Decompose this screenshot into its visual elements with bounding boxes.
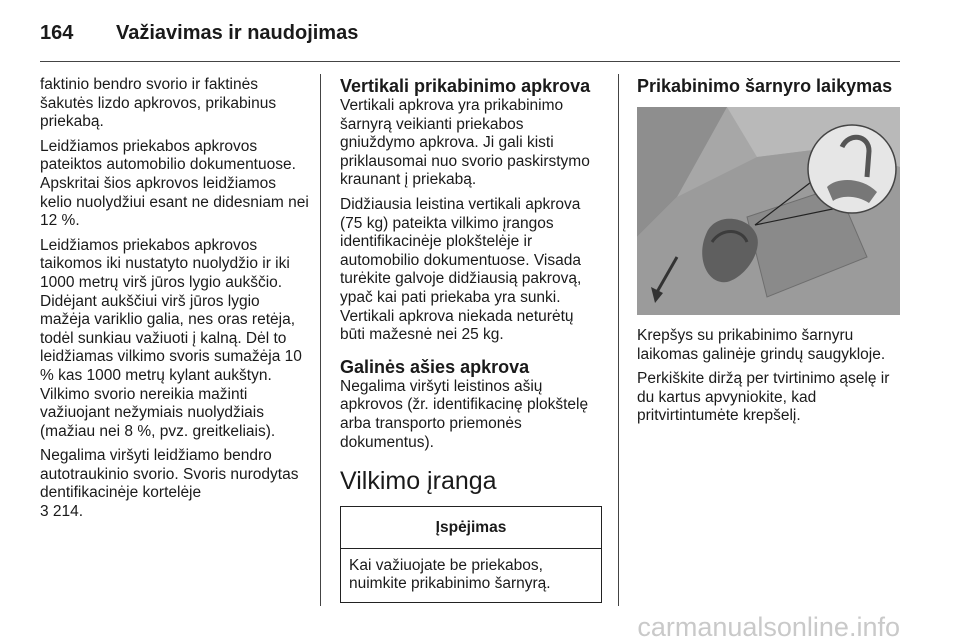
page-header: [40, 22, 358, 45]
warning-text: Kai važiuojate be priekabos, nuimkite prikabinimo šarnyrą.: [349, 556, 551, 593]
section-title: Vilkimo įranga: [340, 467, 497, 496]
paragraph: Vertikali apkrova yra prikabinimo šarnyrą veikianti priekabos gniuždymo apkrova. Ji gali kisti priklausomai nuo svorio paskirstymo kraunant į priekabą.: [340, 97, 590, 189]
column-1: [40, 76, 310, 528]
page-reference-link[interactable]: 3 214.: [40, 503, 84, 521]
paragraph: Negalima viršyti leistinos ašių apkrovos (žr. identifikacinę plokštelę arba transporto priemonės dokumentus).: [340, 377, 589, 451]
chapter-title: Važiavimas ir naudojimas: [116, 22, 359, 44]
heading-rear-axle-load: Galinės ašies apkrova: [340, 356, 530, 377]
paragraph: Perkiškite diržą per tvirtinimo ąselę ir du kartus apvyniokite, kad pritvirtintumėte krepšelį.: [637, 370, 890, 425]
column-3: [637, 76, 902, 432]
warning-box: [340, 506, 602, 603]
paragraph: Leidžiamos priekabos apkrovos taikomos iki nustatyto nuolydžio ir iki 1000 metrų virš jūros lygio aukščio. Didėjant aukščiui virš jūros lygio mažėja variklio galia, nes oras retėja, todėl sunkiau važiuoti į kalną. Dėl to leidžiamas vilkimo svoris sumažėja 10 % kas 1000 metrų kylant aukštyn. Vilkimo svorio nereikia mažinti važiuojant nežymiais nuolydžiais (mažiau nei 8 %, pvz. greitkeliais).: [40, 236, 302, 440]
watermark: carmanualsonline.info: [637, 612, 900, 642]
warning-title: Įspėjimas: [341, 507, 601, 549]
header-rule: [40, 61, 900, 62]
column-divider-2: [618, 74, 619, 606]
paragraph: Leidžiamos priekabos apkrovos pateiktos automobilio dokumentuose. Apskritai šios apkrovos leidžiamos kelio nuolydžiui esant ne didesniam nei 12 %.: [40, 137, 309, 230]
heading-vertical-load: Vertikali prikabinimo apkrova: [340, 76, 591, 96]
paragraph: Didžiausia leistina vertikali apkrova (75 kg) pateikta vilkimo įrangos identifikacinėje plokštelėje ir automobilio dokumentuose. Visada turėkite galvoje didžiausią pakrovą, ypač kai pati priekaba yra sunki. Vertikali apkrova niekada neturėtų būti mažesnė nei 25 kg.: [340, 195, 582, 344]
paragraph: Krepšys su prikabinimo šarnyru laikomas galinėje grindų saugykloje.: [637, 327, 886, 363]
trunk-illustration: [637, 107, 900, 315]
paragraph: Negalima viršyti leidžiamo bendro autotraukinio svorio. Svoris nurodytas dentifikacinėje kortelėje: [40, 447, 299, 502]
trunk-storage-photo: [637, 107, 900, 315]
heading-storage: Prikabinimo šarnyro laikymas: [637, 76, 893, 96]
column-2: [340, 76, 602, 603]
column-divider-1: [320, 74, 321, 606]
page-number: 164: [40, 22, 74, 44]
paragraph: faktinio bendro svorio ir faktinės šakutės lizdo apkrovos, prikabinus priekabą.: [40, 76, 277, 131]
